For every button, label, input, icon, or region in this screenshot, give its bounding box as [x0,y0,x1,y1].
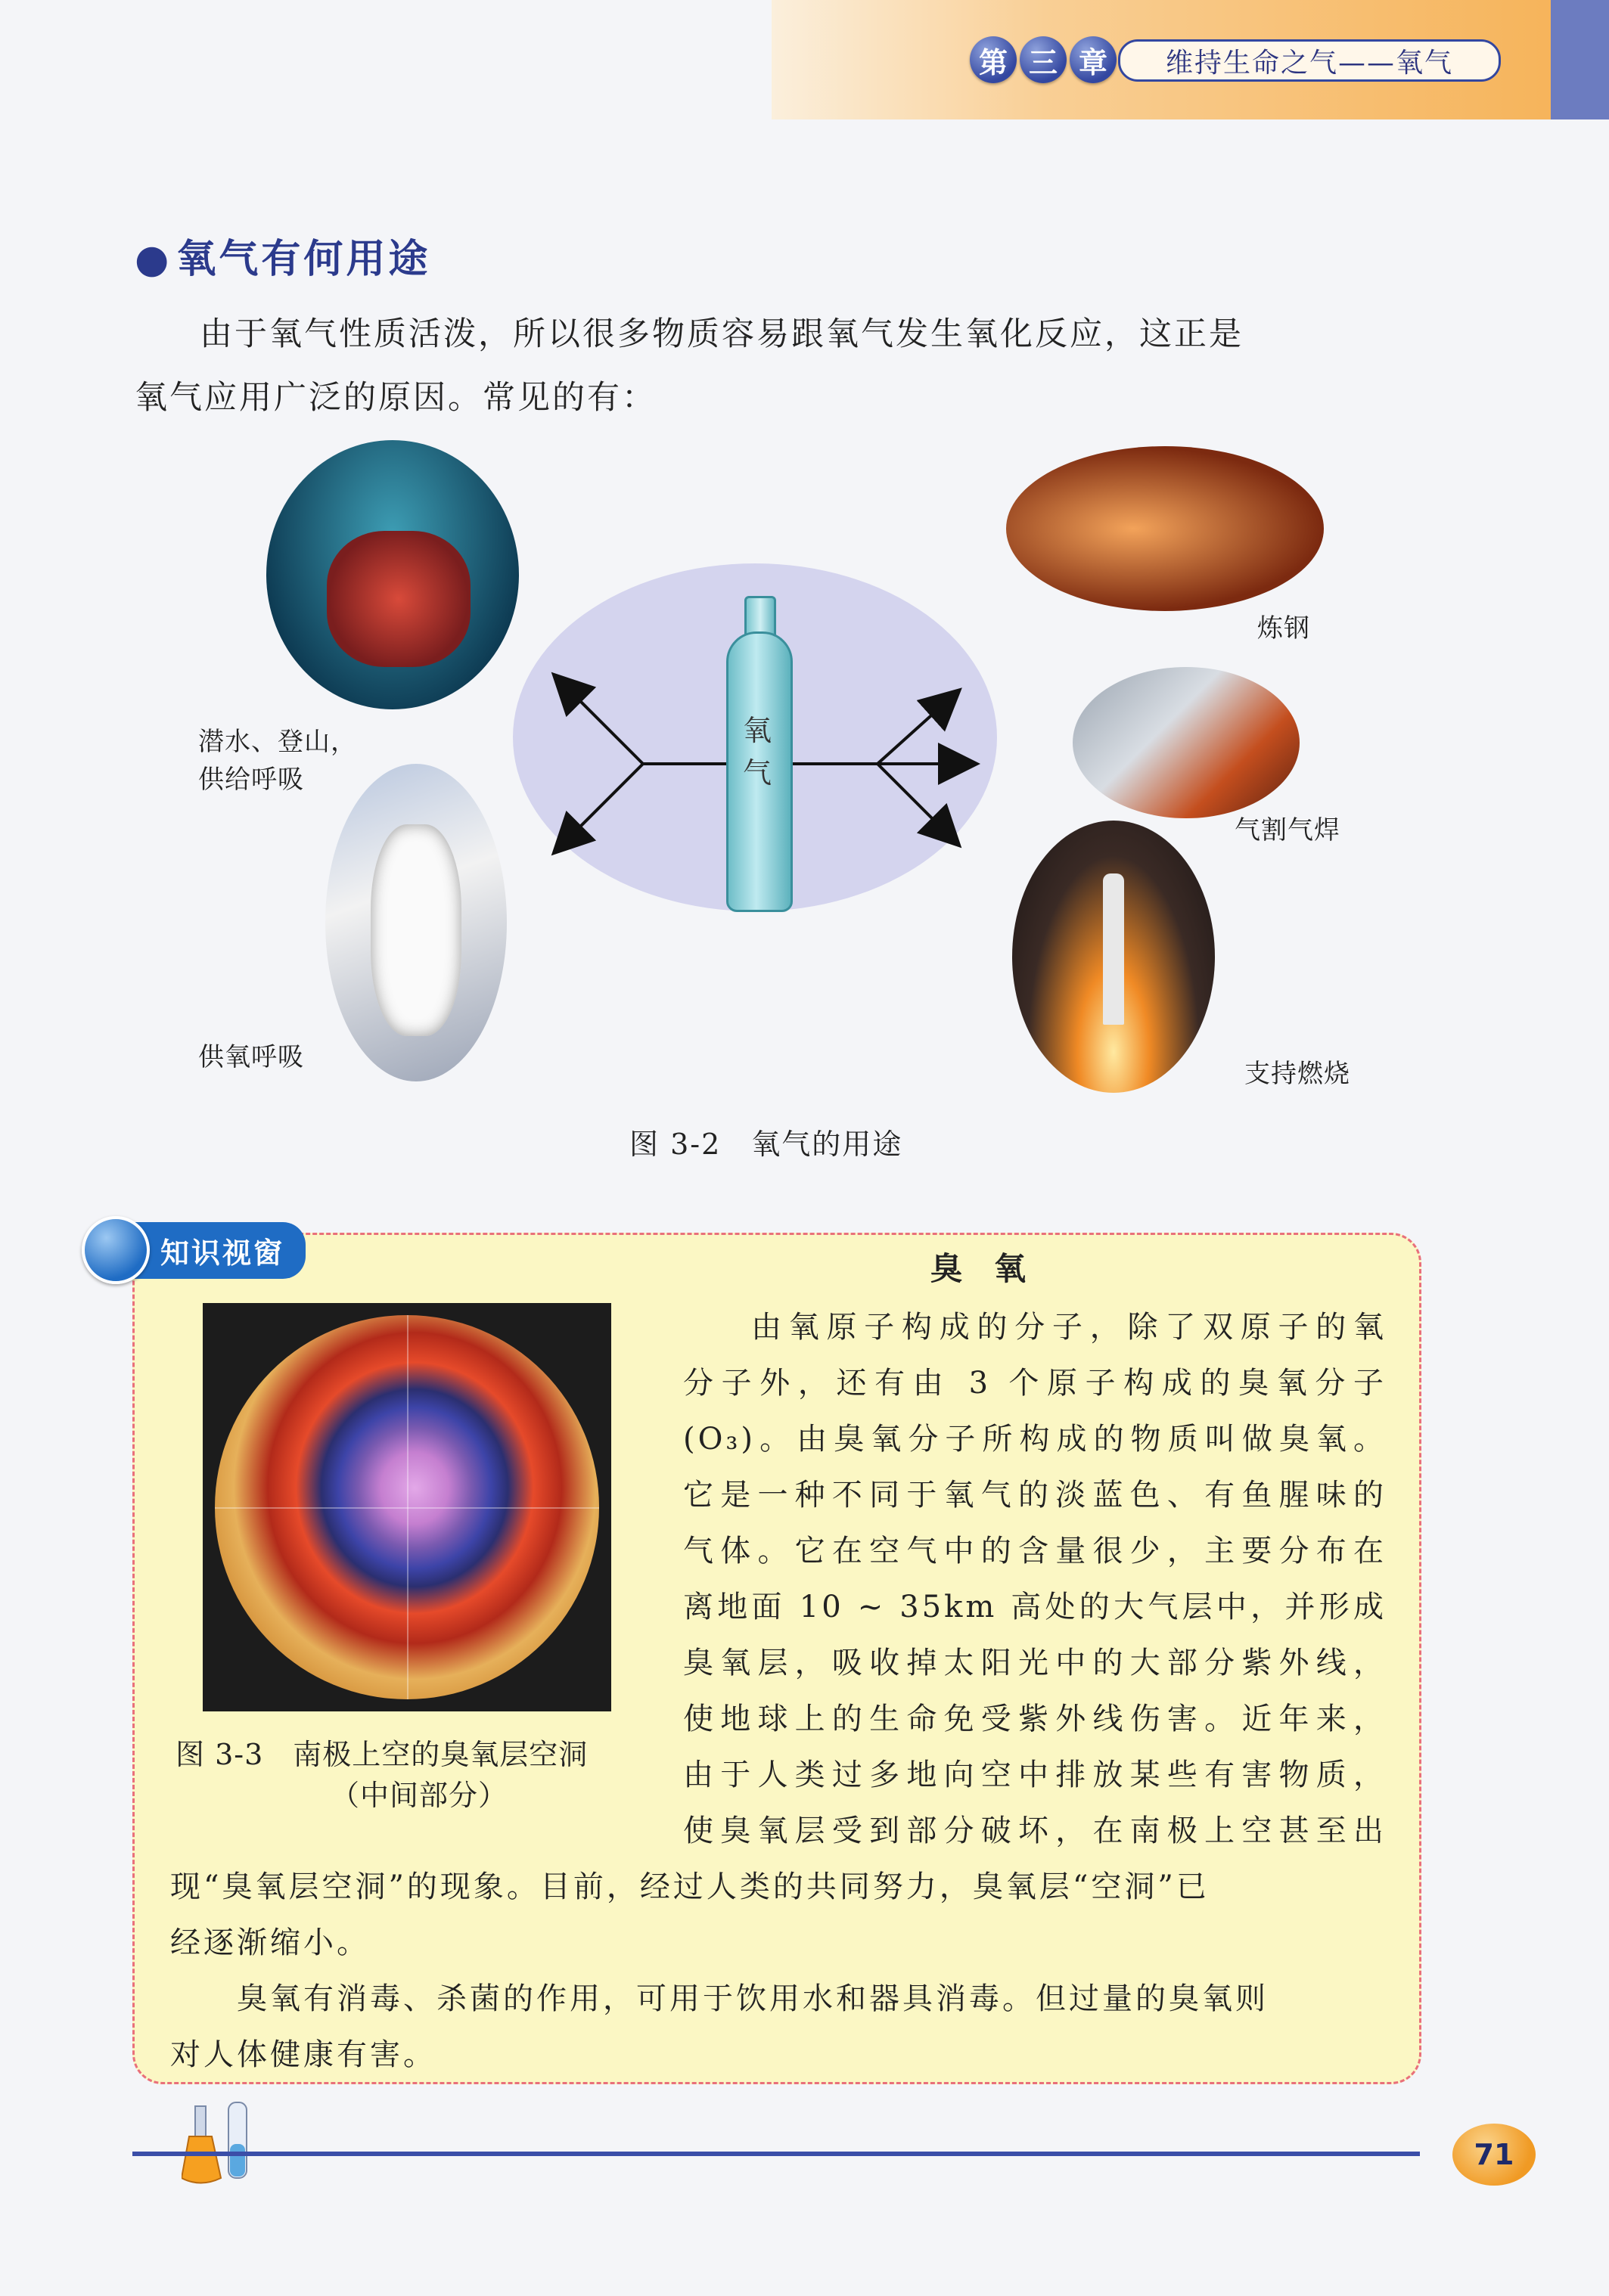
figure-caption: 图 3-2 氧气的用途 [629,1128,903,1161]
rocket-launch-photo [1012,821,1215,1093]
diver-photo [266,440,519,709]
ozone-line: 使地球上的生命免受紫外线伤害。近年来， [683,1702,1387,1736]
ozone-full-line: 对人体健康有害。 [170,2037,436,2072]
cylinder-label [731,709,784,794]
chapter-char-1: 第 [970,36,1017,83]
caption-rocket: 支持燃烧 [1244,1059,1350,1089]
ozone-line: 气体。它在空气中的含量很少，主要分布在 [683,1534,1387,1568]
ozone-line: 由氧原子构成的分子，除了双原子的氧 [751,1310,1387,1345]
map-caption-line-1: 图 3-3 南极上空的臭氧层空洞 [175,1738,589,1771]
arrow-down-right [877,764,953,839]
chapter-char-2: 三 [1020,36,1067,83]
intro-line-2: 氧气应用广泛的原因。常见的有： [135,379,657,417]
ozone-full-text [170,1859,1388,2083]
steelmaking-photo [1006,446,1324,611]
ozone-line: 它是一种不同于氧气的淡蓝色、有鱼腥味的 [683,1478,1387,1513]
ozone-full-line: 经逐渐缩小。 [170,1925,370,1960]
ozone-line: 由于人类过多地向空中排放某些有害物质， [683,1758,1387,1792]
caption-diving: 潜水、登山， 供给呼吸 [198,727,357,795]
ozone-line: (O₃)。由臭氧分子所构成的物质叫做臭氧。 [683,1422,1387,1457]
map-caption-line-2: （中间部分） [331,1779,508,1812]
lab-flask-icon [182,2099,265,2189]
ozone-full-line: 现“臭氧层空洞”的现象。目前，经过人类的共同努力，臭氧层“空洞”已 [170,1869,1210,1904]
intro-line-1: 由于氧气性质活泼，所以很多物质容易跟氧气发生氧化反应，这正是 [200,315,1244,353]
ozone-line: 分子外，还有由 3 个原子构成的臭氧分子 [683,1366,1387,1401]
chapter-char-3: 章 [1070,36,1117,83]
arrow-up-left [560,681,643,764]
section-heading-text: 氧气有何用途 [176,237,431,282]
intro-paragraph [135,303,1421,430]
ozone-line: 臭氧层，吸收掉太阳光中的大部分紫外线， [683,1646,1387,1680]
page-number: 71 [1452,2124,1536,2186]
chapter-title: 维持生命之气——氧气 [1118,39,1501,82]
map-caption [175,1734,588,1816]
ozone-full-line: 臭氧有消毒、杀菌的作用，可用于饮用水和器具消毒。但过量的臭氧则 [170,1981,1269,2016]
ozone-hole-map [203,1303,611,1711]
astronaut-photo [325,764,507,1081]
knowledge-window-badge [82,1219,306,1281]
caption-steel: 炼钢 [1257,613,1310,644]
ozone-line: 使臭氧层受到部分破坏，在南极上空甚至出 [683,1814,1387,1848]
arrow-up-right [877,696,953,764]
chapter-number-badges [970,36,1117,83]
cylinder-label-text: 氧气 [742,714,772,790]
knowledge-window-label: 知识视窗 [135,1222,306,1279]
section-heading [135,227,430,284]
caption-cutting: 气割气焊 [1235,815,1340,845]
footer-rule [132,2152,1420,2156]
knowledge-window-icon [82,1216,150,1284]
caption-astronaut: 供氧呼吸 [198,1042,304,1072]
chapter-header-tab [1551,0,1609,119]
arrow-down-left [560,764,643,847]
bullet-dot-icon: ● [135,237,172,282]
gas-cutting-photo [1073,667,1300,818]
ozone-side-text [683,1299,1387,1859]
ozone-line: 离地面 10 ~ 35km 高处的大气层中，并形成 [683,1590,1387,1624]
knowledge-title: 臭氧 [930,1250,1058,1287]
map-gridline [407,1315,408,1699]
